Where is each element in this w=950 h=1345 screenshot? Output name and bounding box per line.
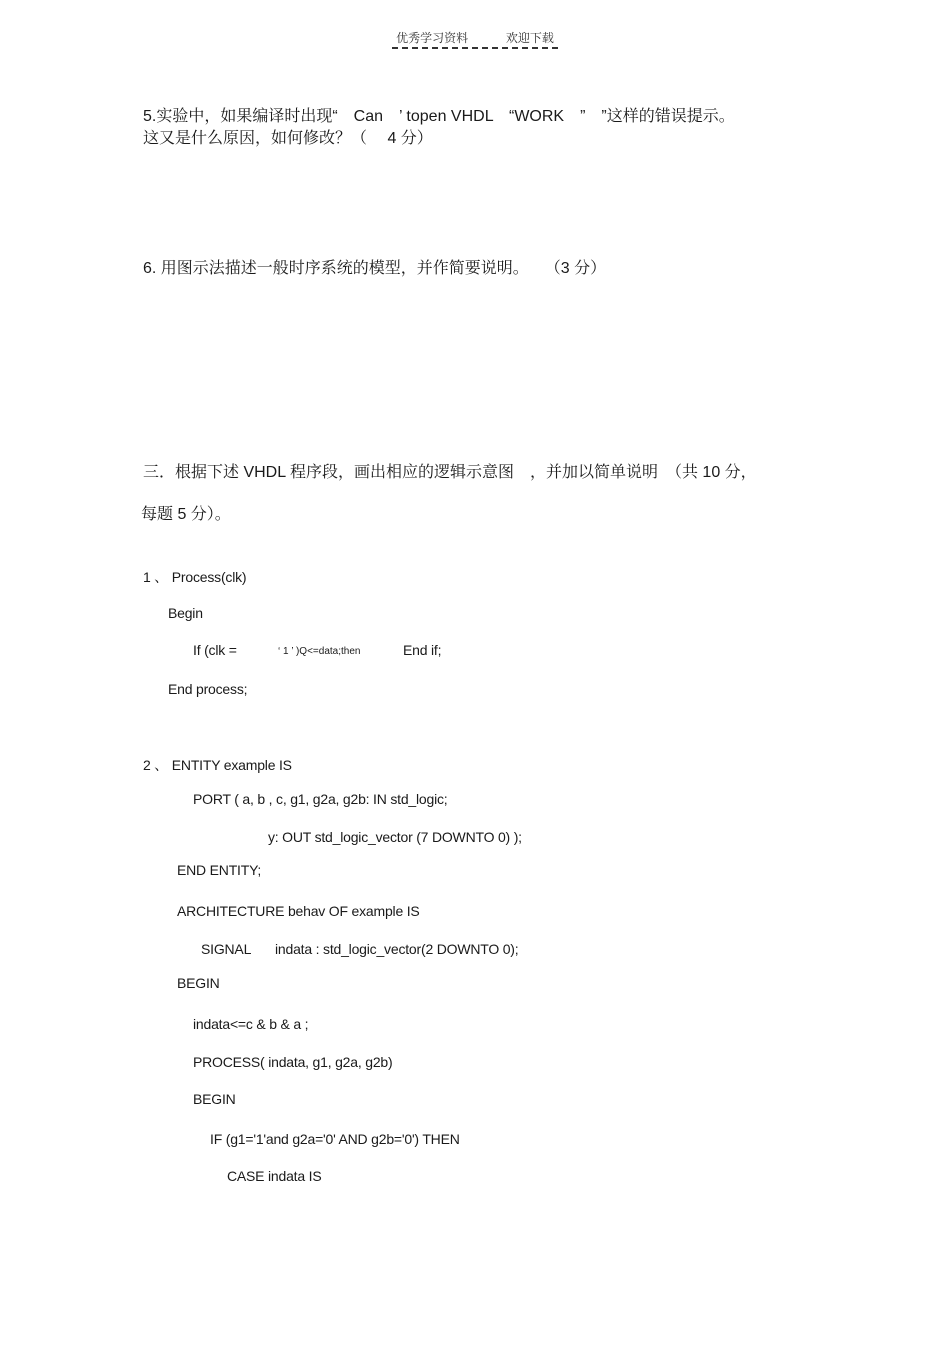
question-6-line-1: 6. 用图示法描述一般时序系统的模型，并作简要说明。 （3 分） bbox=[143, 260, 607, 277]
code2-line-begin: BEGIN bbox=[177, 975, 220, 991]
code2-line-entity: 2 、 ENTITY example IS bbox=[143, 757, 292, 773]
code2-line-if: IF (g1='1'and g2a='0' AND g2b='0') THEN bbox=[210, 1131, 460, 1147]
header-left-text: 优秀学习资料 bbox=[396, 31, 469, 45]
code1-line-endif: End if; bbox=[403, 642, 442, 658]
code1-line-end-process: End process; bbox=[168, 681, 248, 697]
page-header bbox=[0, 29, 950, 46]
code2-line-signal-decl: indata : std_logic_vector(2 DOWNTO 0); bbox=[275, 941, 519, 957]
section-3-heading-line-2: 每题 5 分）。 bbox=[141, 506, 231, 523]
code1-line-if-condition: ‘ 1 ’ )Q<=data;then bbox=[278, 646, 361, 657]
question-5-line-1: 5.实验中，如果编译时出现“ Can ’ topen VHDL “WORK ” ”这样的错误提示。 bbox=[143, 108, 735, 125]
code2-line-architecture: ARCHITECTURE behav OF example IS bbox=[177, 903, 420, 919]
header-dashed-rule bbox=[392, 47, 558, 49]
code2-line-process-begin: BEGIN bbox=[193, 1091, 236, 1107]
code2-line-signal-keyword: SIGNAL bbox=[201, 941, 252, 957]
code1-line-process: 1 、 Process(clk) bbox=[143, 569, 247, 585]
code2-line-indata-assign: indata<=c & b & a ; bbox=[193, 1016, 309, 1032]
question-5-line-2: 这又是什么原因，如何修改？（ 4 分） bbox=[143, 130, 433, 147]
section-3-heading-line-1: 三．根据下述 VHDL 程序段，画出相应的逻辑示意图 ，并加以简单说明 （共 10 分， bbox=[143, 464, 757, 481]
code2-line-case: CASE indata IS bbox=[227, 1168, 322, 1184]
code2-line-process: PROCESS( indata, g1, g2a, g2b) bbox=[193, 1054, 393, 1070]
code2-line-output: y: OUT std_logic_vector (7 DOWNTO 0) ); bbox=[268, 829, 522, 845]
code2-line-end-entity: END ENTITY; bbox=[177, 862, 262, 878]
code1-line-begin: Begin bbox=[168, 605, 203, 621]
code1-line-if: If (clk = bbox=[193, 642, 237, 658]
code2-line-port: PORT ( a, b , c, g1, g2a, g2b: IN std_logic; bbox=[193, 791, 448, 807]
header-right-text: 欢迎下载 bbox=[505, 31, 554, 45]
